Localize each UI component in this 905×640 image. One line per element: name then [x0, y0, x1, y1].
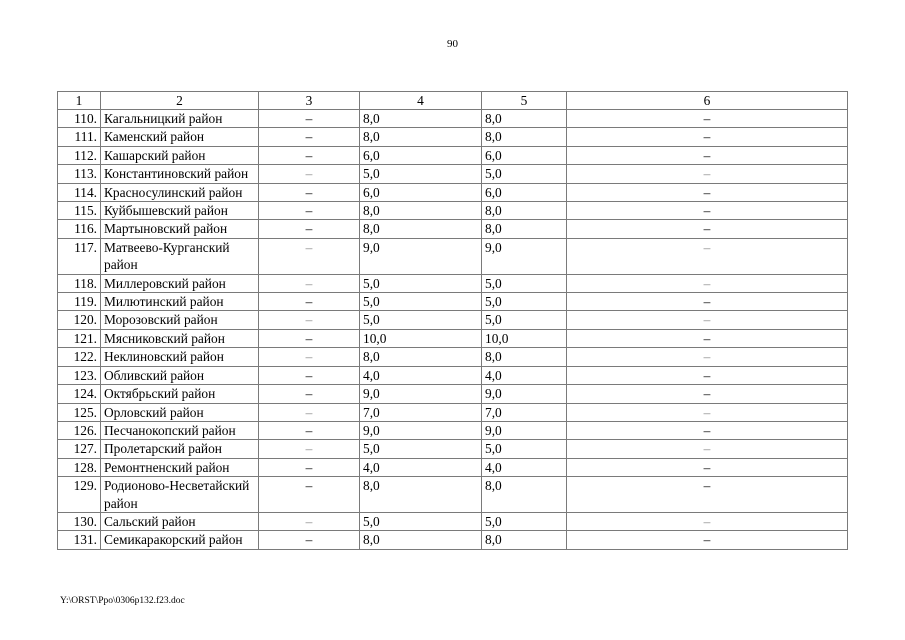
col-6-value [567, 274, 848, 292]
col-5-value: 5,0 [482, 512, 567, 530]
col-4-value: 10,0 [360, 329, 482, 347]
col-6-value-text: – [703, 441, 711, 457]
col-3-value: – [259, 110, 360, 128]
row-number: 125. [58, 403, 101, 421]
col-6-value: – [567, 220, 848, 238]
col-3-value: – [259, 385, 360, 403]
col-3-value: – [259, 293, 360, 311]
col-6-value: – [567, 202, 848, 220]
col-6-value: – [567, 329, 848, 347]
col-5-value: 4,0 [482, 458, 567, 476]
col-6-value: – [567, 477, 848, 513]
table-row [58, 403, 848, 421]
row-number: 110. [58, 110, 101, 128]
col-6-value [567, 165, 848, 183]
district-name: Морозовский район [101, 311, 259, 329]
col-3-value-text: – [305, 513, 313, 529]
col-6-value [567, 238, 848, 274]
row-number: 129. [58, 477, 101, 513]
table-row [58, 531, 848, 549]
table-row [58, 128, 848, 146]
row-number: 118. [58, 274, 101, 292]
district-name: Кагальницкий район [101, 110, 259, 128]
col-6-value-text: – [703, 166, 711, 182]
col-5-value: 8,0 [482, 110, 567, 128]
row-number: 119. [58, 293, 101, 311]
col-6-value-text: – [703, 239, 711, 255]
row-number: 123. [58, 366, 101, 384]
table-row [58, 220, 848, 238]
col-3-value: – [259, 531, 360, 549]
district-name: Октябрьский район [101, 385, 259, 403]
district-name: Ремонтненский район [101, 458, 259, 476]
col-4-value: 7,0 [360, 403, 482, 421]
col-5-value: 8,0 [482, 477, 567, 513]
col-6-value-text: – [703, 312, 711, 328]
col-3-value [259, 274, 360, 292]
district-name: Неклиновский район [101, 348, 259, 366]
header-col-4: 4 [360, 92, 482, 110]
table-row [58, 458, 848, 476]
district-name: Каменский район [101, 128, 259, 146]
col-6-value: – [567, 183, 848, 201]
col-4-value: 5,0 [360, 311, 482, 329]
col-5-value: 4,0 [482, 366, 567, 384]
col-3-value-text: – [305, 239, 313, 255]
col-3-value [259, 238, 360, 274]
col-5-value: 6,0 [482, 146, 567, 164]
col-3-value [259, 440, 360, 458]
col-5-value: 8,0 [482, 128, 567, 146]
row-number: 120. [58, 311, 101, 329]
col-4-value: 8,0 [360, 531, 482, 549]
row-number: 117. [58, 238, 101, 274]
table-row [58, 146, 848, 164]
row-number: 126. [58, 421, 101, 439]
col-5-value: 5,0 [482, 293, 567, 311]
col-3-value [259, 512, 360, 530]
col-6-value: – [567, 128, 848, 146]
district-name: Песчанокопский район [101, 421, 259, 439]
col-4-value: 8,0 [360, 348, 482, 366]
col-6-value-text: – [703, 275, 711, 291]
col-4-value: 4,0 [360, 366, 482, 384]
district-name: Родионово-Несветайский район [101, 477, 259, 513]
col-6-value: – [567, 458, 848, 476]
district-name: Орловский район [101, 403, 259, 421]
col-6-value [567, 403, 848, 421]
col-3-value-text: – [305, 404, 313, 420]
row-number: 130. [58, 512, 101, 530]
col-4-value: 5,0 [360, 165, 482, 183]
col-3-value: – [259, 421, 360, 439]
row-number: 128. [58, 458, 101, 476]
col-5-value: 9,0 [482, 385, 567, 403]
header-col-6: 6 [567, 92, 848, 110]
col-4-value: 8,0 [360, 220, 482, 238]
table-body [58, 110, 848, 550]
col-4-value: 8,0 [360, 128, 482, 146]
table-header-row [58, 92, 848, 110]
col-5-value: 8,0 [482, 220, 567, 238]
col-3-value: – [259, 329, 360, 347]
table-row [58, 274, 848, 292]
district-name: Матвеево-Курганский район [101, 238, 259, 274]
page-number: 90 [447, 38, 458, 50]
col-6-value: – [567, 110, 848, 128]
district-name: Красносулинский район [101, 183, 259, 201]
col-4-value: 9,0 [360, 238, 482, 274]
col-6-value: – [567, 293, 848, 311]
table-row [58, 311, 848, 329]
col-4-value: 9,0 [360, 421, 482, 439]
col-6-value-text: – [703, 349, 711, 365]
col-4-value: 6,0 [360, 183, 482, 201]
table-row [58, 385, 848, 403]
table-row [58, 440, 848, 458]
col-6-value: – [567, 531, 848, 549]
district-name: Куйбышевский район [101, 202, 259, 220]
col-5-value: 8,0 [482, 348, 567, 366]
header-col-1: 1 [58, 92, 101, 110]
col-4-value: 6,0 [360, 146, 482, 164]
row-number: 116. [58, 220, 101, 238]
district-name: Миллеровский район [101, 274, 259, 292]
col-4-value: 4,0 [360, 458, 482, 476]
col-6-value-text: – [703, 404, 711, 420]
col-4-value: 5,0 [360, 512, 482, 530]
row-number: 131. [58, 531, 101, 549]
col-6-value [567, 512, 848, 530]
col-6-value-text: – [703, 513, 711, 529]
col-4-value: 5,0 [360, 274, 482, 292]
row-number: 115. [58, 202, 101, 220]
col-4-value: 5,0 [360, 293, 482, 311]
table-row [58, 329, 848, 347]
col-4-value: 8,0 [360, 110, 482, 128]
district-name: Милютинский район [101, 293, 259, 311]
row-number: 127. [58, 440, 101, 458]
col-3-value-text: – [305, 349, 313, 365]
col-3-value-text: – [305, 441, 313, 457]
district-name: Мясниковский район [101, 329, 259, 347]
table-row [58, 202, 848, 220]
col-5-value: 9,0 [482, 421, 567, 439]
row-number: 112. [58, 146, 101, 164]
col-3-value-text: – [305, 275, 313, 291]
col-5-value: 8,0 [482, 531, 567, 549]
col-5-value: 9,0 [482, 238, 567, 274]
table-row [58, 293, 848, 311]
district-name: Обливский район [101, 366, 259, 384]
col-6-value [567, 348, 848, 366]
col-3-value-text: – [305, 312, 313, 328]
table-row [58, 348, 848, 366]
col-3-value [259, 311, 360, 329]
header-col-5: 5 [482, 92, 567, 110]
col-5-value: 5,0 [482, 440, 567, 458]
row-number: 121. [58, 329, 101, 347]
col-3-value: – [259, 220, 360, 238]
col-3-value: – [259, 128, 360, 146]
header-col-2: 2 [101, 92, 259, 110]
col-3-value [259, 403, 360, 421]
col-3-value: – [259, 183, 360, 201]
col-3-value [259, 165, 360, 183]
col-6-value [567, 311, 848, 329]
districts-table [57, 91, 848, 550]
row-number: 111. [58, 128, 101, 146]
district-name: Пролетарский район [101, 440, 259, 458]
col-5-value: 5,0 [482, 274, 567, 292]
table-row [58, 421, 848, 439]
table-row [58, 165, 848, 183]
col-4-value: 9,0 [360, 385, 482, 403]
district-name: Сальский район [101, 512, 259, 530]
row-number: 124. [58, 385, 101, 403]
col-3-value: – [259, 202, 360, 220]
col-3-value: – [259, 477, 360, 513]
row-number: 122. [58, 348, 101, 366]
table-row [58, 477, 848, 513]
table-row [58, 183, 848, 201]
table-row [58, 512, 848, 530]
col-6-value: – [567, 146, 848, 164]
table-row [58, 238, 848, 274]
col-3-value-text: – [305, 166, 313, 182]
row-number: 114. [58, 183, 101, 201]
col-3-value [259, 348, 360, 366]
col-5-value: 8,0 [482, 202, 567, 220]
col-6-value: – [567, 421, 848, 439]
col-6-value: – [567, 385, 848, 403]
district-name: Кашарский район [101, 146, 259, 164]
col-4-value: 8,0 [360, 202, 482, 220]
district-name: Константиновский район [101, 165, 259, 183]
col-4-value: 5,0 [360, 440, 482, 458]
header-col-3: 3 [259, 92, 360, 110]
col-3-value: – [259, 146, 360, 164]
table-row [58, 366, 848, 384]
col-4-value: 8,0 [360, 477, 482, 513]
col-5-value: 5,0 [482, 165, 567, 183]
col-5-value: 6,0 [482, 183, 567, 201]
col-5-value: 5,0 [482, 311, 567, 329]
col-6-value: – [567, 366, 848, 384]
col-5-value: 10,0 [482, 329, 567, 347]
col-3-value: – [259, 458, 360, 476]
row-number: 113. [58, 165, 101, 183]
footer-file-path: Y:\ORST\Ppo\0306p132.f23.doc [60, 596, 185, 606]
col-5-value: 7,0 [482, 403, 567, 421]
col-3-value: – [259, 366, 360, 384]
district-name: Мартыновский район [101, 220, 259, 238]
table-row [58, 110, 848, 128]
district-name: Семикаракорский район [101, 531, 259, 549]
col-6-value [567, 440, 848, 458]
